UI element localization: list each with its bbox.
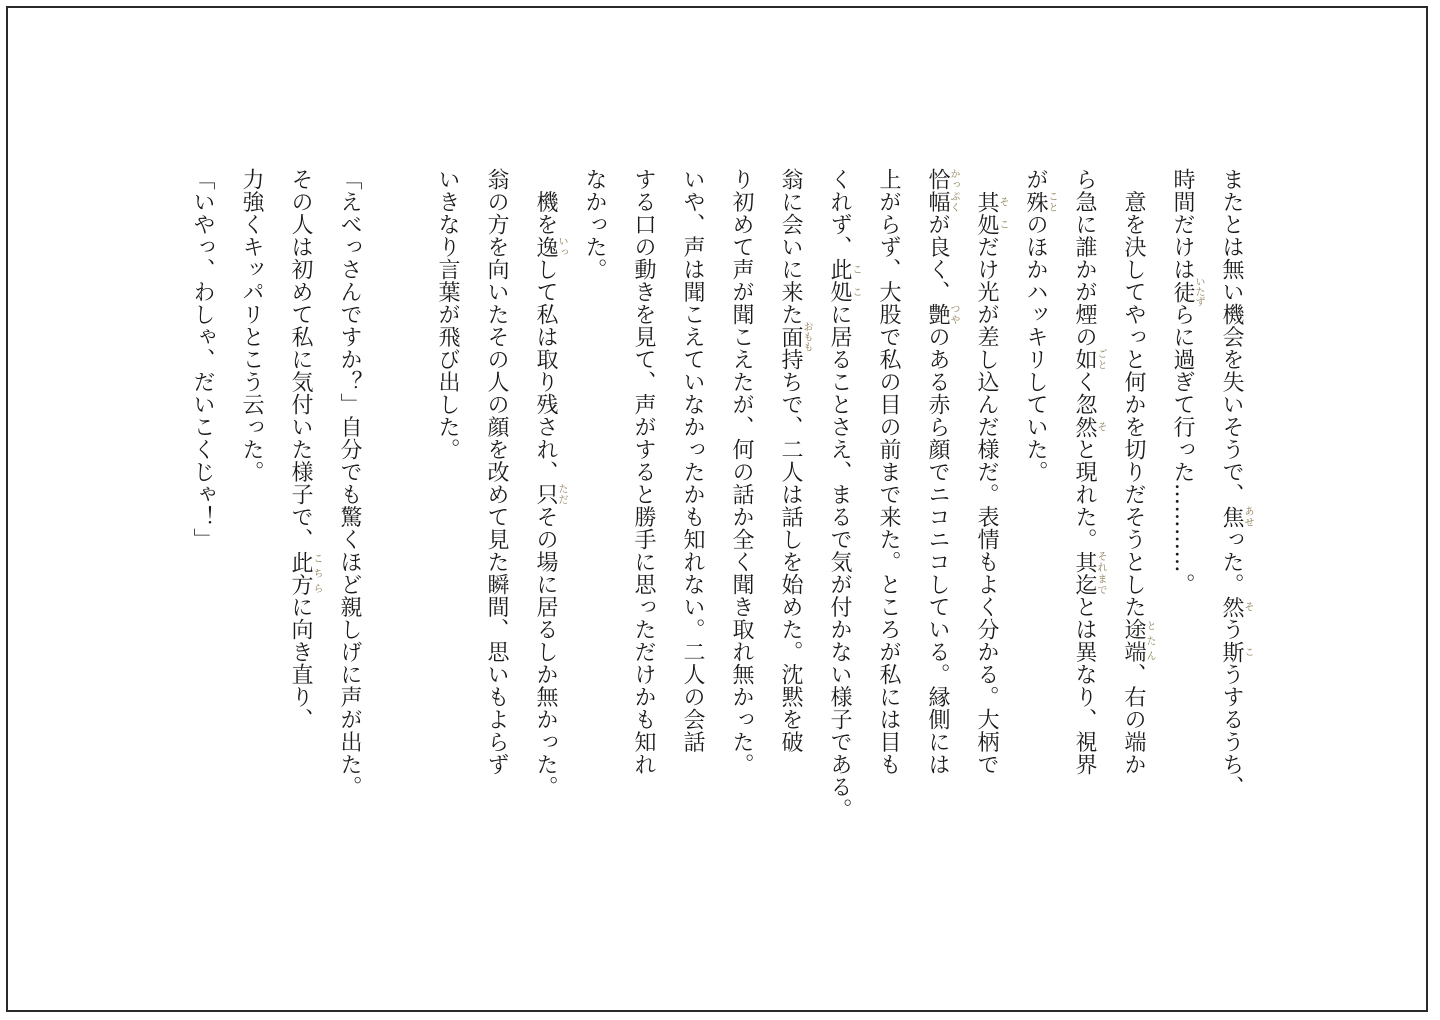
- furigana-reading: いっ: [556, 235, 567, 258]
- furigana-reading: ただ: [556, 483, 567, 506]
- furigana-reading: そ: [1242, 595, 1253, 618]
- furigana-reading: そ: [1095, 415, 1106, 438]
- paragraph-dialogue: 「えべっさんですか？」自分でも驚くほど親しげに声が出た。 その人は初めて私に気付いた様子で、此方こちらに向き直り、 力強くキッパリとこう云った。 「いやっ、わしゃ、だいこくじゃ！」: [190, 168, 362, 798]
- furigana-reading: ごと: [1095, 348, 1106, 371]
- furigana-ruby: 其処そこ: [974, 190, 1008, 236]
- paragraph-2: 意を決してやっと何かを切りだそうとした途端とたん、右の端か ら急に誰かが煙の如ごとく忽然そと現れた。其迄それまでとは異なり、視界 が殊ことのほかハッキリしていた。: [1023, 168, 1155, 776]
- vertical-text-body: [178, 168, 1256, 988]
- furigana-reading: つや: [948, 303, 959, 326]
- paragraph-4: 機を逸いっして私は取り残され、只ただその場に居るしか無かった。 翁の方を向いたその人の顔を改めて見た瞬間、思いもよらず いきなり言葉が飛び出した。: [435, 168, 567, 798]
- furigana-reading: いたず: [1193, 276, 1204, 307]
- furigana-ruby: 如ごと: [1072, 348, 1106, 371]
- paragraph-1: またとは無い機会を失いそうで、焦あせっ​た。然そう斯こうするうち、 時間だけは徒いたずらに過ぎて行った…………。: [1170, 168, 1253, 798]
- furigana-ruby: 其迄それまで: [1072, 550, 1106, 596]
- furigana-ruby: 逸いっ: [533, 235, 567, 258]
- furigana-ruby: 面おもも: [778, 321, 812, 352]
- furigana-reading: あせ: [1242, 505, 1253, 528]
- furigana-reading: こちら: [311, 550, 322, 596]
- furigana-reading: こ: [1242, 640, 1253, 663]
- furigana-ruby: 艶つや: [925, 303, 959, 326]
- furigana-reading: そこ: [997, 190, 1008, 236]
- furigana-reading: とたん: [1144, 618, 1155, 663]
- page-frame: [6, 6, 1428, 1012]
- furigana-ruby: 殊こと: [1023, 190, 1057, 213]
- furigana-ruby: 此処ここ: [827, 258, 861, 303]
- furigana-ruby: 徒いたず: [1170, 276, 1204, 307]
- furigana-ruby: 焦あせ: [1219, 505, 1253, 528]
- furigana-ruby: 恰幅かっぷく: [925, 168, 959, 213]
- paragraph-3: 其処そこだけ光が差し込んだ様だ。表情もよく分かる。大柄で 恰幅かっぷくが良く、艶つやのある赤ら顔でニコニコしている。縁側には 上がらず、大股で私の目の前まで来た。ところが私には目も くれず、此処ここに居ることさえ、まるで気が付かない様子である。 翁に会いに来た面おもも持ちで、二人は話しを始めた。沈黙を破 り初めて声が聞こえたが、何の話か全く聞き取れ無かった。 いや、声は聞こえていなかったかも知れない。二人の会話 する口の動きを見て、声がすると勝手に思っただけかも知れ なかった。: [582, 168, 1008, 821]
- furigana-reading: それまで: [1095, 550, 1106, 596]
- furigana-ruby: 只ただ: [533, 483, 567, 506]
- furigana-ruby: 然そ: [1219, 595, 1253, 618]
- furigana-reading: ここ: [850, 258, 861, 303]
- furigana-reading: こと: [1046, 190, 1057, 213]
- furigana-reading: おもも: [801, 321, 812, 352]
- furigana-ruby: 斯こ: [1219, 640, 1253, 663]
- furigana-ruby: 然そ: [1072, 415, 1106, 438]
- furigana-reading: かっぷく: [948, 168, 959, 213]
- furigana-ruby: 途端とたん: [1121, 618, 1155, 663]
- furigana-ruby: 此方こちら: [288, 550, 322, 596]
- paragraph-spacer: [374, 168, 423, 988]
